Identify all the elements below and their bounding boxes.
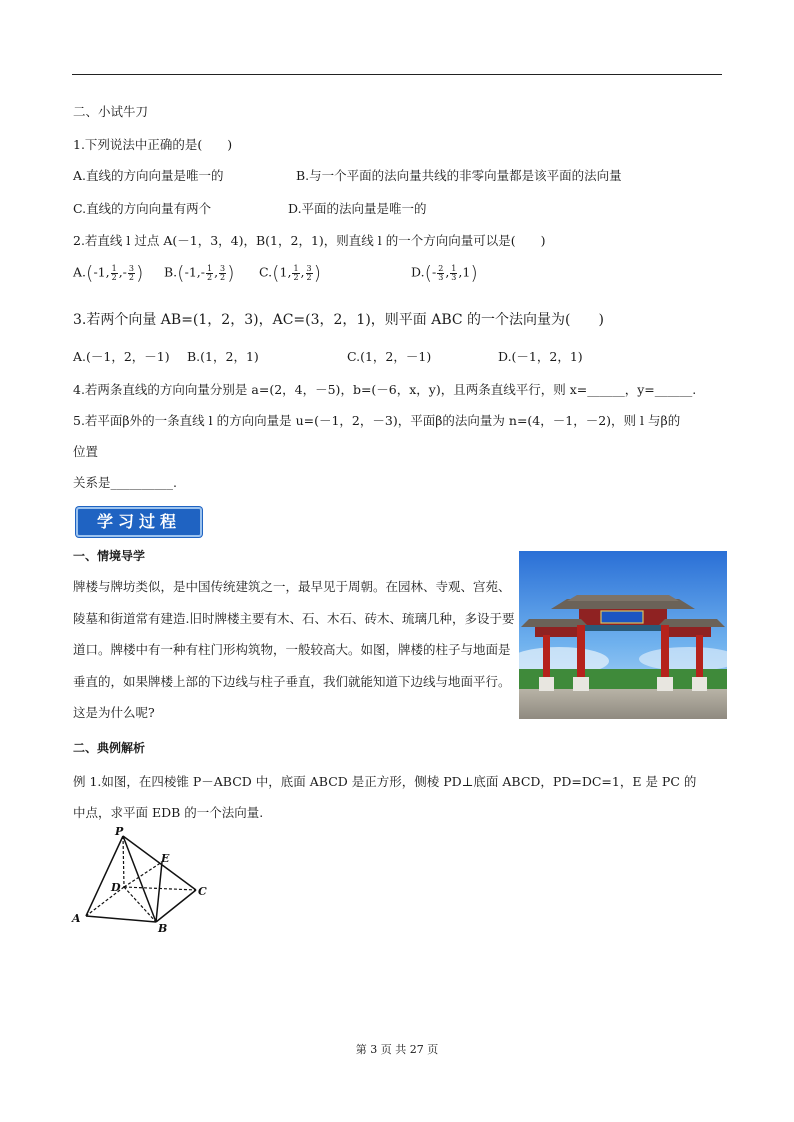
- question-1-option-a: A.直线的方向向量是唯一的: [73, 168, 224, 183]
- edge-ab: [86, 916, 156, 922]
- label-b: B: [158, 922, 168, 934]
- question-3-option-a: A.(－1，2，－1): [73, 349, 170, 364]
- label-p: P: [115, 825, 124, 838]
- question-4: 4.若两条直线的方向向量分别是 a=(2，4，－5)，b=(－6，x，y)，且两条直线平行，则 x=______，y=______.: [73, 382, 697, 397]
- question-1-option-b: B.与一个平面的法向量共线的非零向量都是该平面的法向量: [296, 168, 622, 183]
- question-2-stem: 2.若直线 l 过点 A(－1，3，4)，B(1，2，1)，则直线 l 的一个方向向量可以是( ): [73, 233, 546, 248]
- section-heading-trial: 二、小试牛刀: [73, 104, 149, 119]
- edge-pd: [123, 836, 124, 887]
- scene-paragraph: 牌楼与牌坊类似，是中国传统建筑之一，最早见于周朝。在园林、寺观、宫苑、陵墓和街道常有建造.旧时牌楼主要有木、石、木石、砖木、琉璃几种，多设于要道口。牌楼中有一种有柱门形构筑物，一般较高大。如图，牌楼的柱子与地面是垂直的，如果牌楼上部的下边线与柱子垂直，我们就能知道下边线与地面平行。这是为什么呢?: [73, 579, 515, 720]
- question-5-line-3: 关系是__________.: [73, 475, 177, 490]
- header-rule: [72, 74, 722, 75]
- label-e: E: [161, 852, 170, 865]
- section-heading-scene: 一、情境导学: [73, 549, 146, 563]
- question-2-option-a: A.(-1, $\frac{1}{2}$ ,- $\frac{3}{2}$ ): [73, 262, 144, 284]
- example-1-line-1: 例 1.如图，在四棱锥 P－ABCD 中，底面 ABCD 是正方形，侧棱 PD⊥底面 ABCD，PD=DC=1，E 是 PC 的: [73, 774, 697, 789]
- label-a: A: [72, 912, 81, 925]
- label-d: D: [111, 881, 121, 894]
- question-2-option-c: C.(1, $\frac{1}{2}$ , $\frac{3}{2}$ ): [259, 262, 322, 284]
- question-3-stem: 3.若两个向量 AB=(1，2，3)，AC=(3，2，1)，则平面 ABC 的一个法向量为( ): [73, 312, 604, 328]
- edge-de: [124, 862, 162, 887]
- edge-bc: [156, 890, 196, 922]
- learning-process-banner: 学习过程: [76, 507, 202, 537]
- label-c: C: [198, 885, 207, 898]
- example-1-line-2: 中点，求平面 EDB 的一个法向量.: [73, 805, 264, 820]
- question-2-option-d: D.(- $\frac{2}{3}$ , $\frac{1}{3}$ ,1): [411, 262, 478, 284]
- question-2-option-b: B.(-1,- $\frac{1}{2}$ , $\frac{3}{2}$ ): [164, 262, 235, 284]
- page-footer: 第 3 页 共 27 页: [355, 1043, 439, 1056]
- question-3-option-c: C.(1，2，－1): [347, 349, 432, 364]
- edge-eb: [156, 862, 162, 922]
- archway-photo: [519, 551, 727, 719]
- question-3-option-b: B.(1，2，1): [187, 349, 259, 364]
- edge-db: [124, 887, 156, 922]
- pyramid-figure: [68, 824, 218, 934]
- question-1-option-c: C.直线的方向向量有两个: [73, 201, 212, 216]
- section-heading-example: 二、典例解析: [73, 741, 146, 755]
- edge-pa: [86, 836, 123, 916]
- question-5-line-1: 5.若平面β外的一条直线 l 的方向向量是 u=(－1，2，－3)，平面β的法向量为 n=(4，－1，－2)，则 l 与β的: [73, 413, 681, 428]
- question-3-option-d: D.(－1，2，1): [498, 349, 583, 364]
- question-1-option-d: D.平面的法向量是唯一的: [288, 201, 427, 216]
- question-1-stem: 1.下列说法中正确的是( ): [73, 137, 233, 152]
- question-5-line-2: 位置: [73, 444, 99, 459]
